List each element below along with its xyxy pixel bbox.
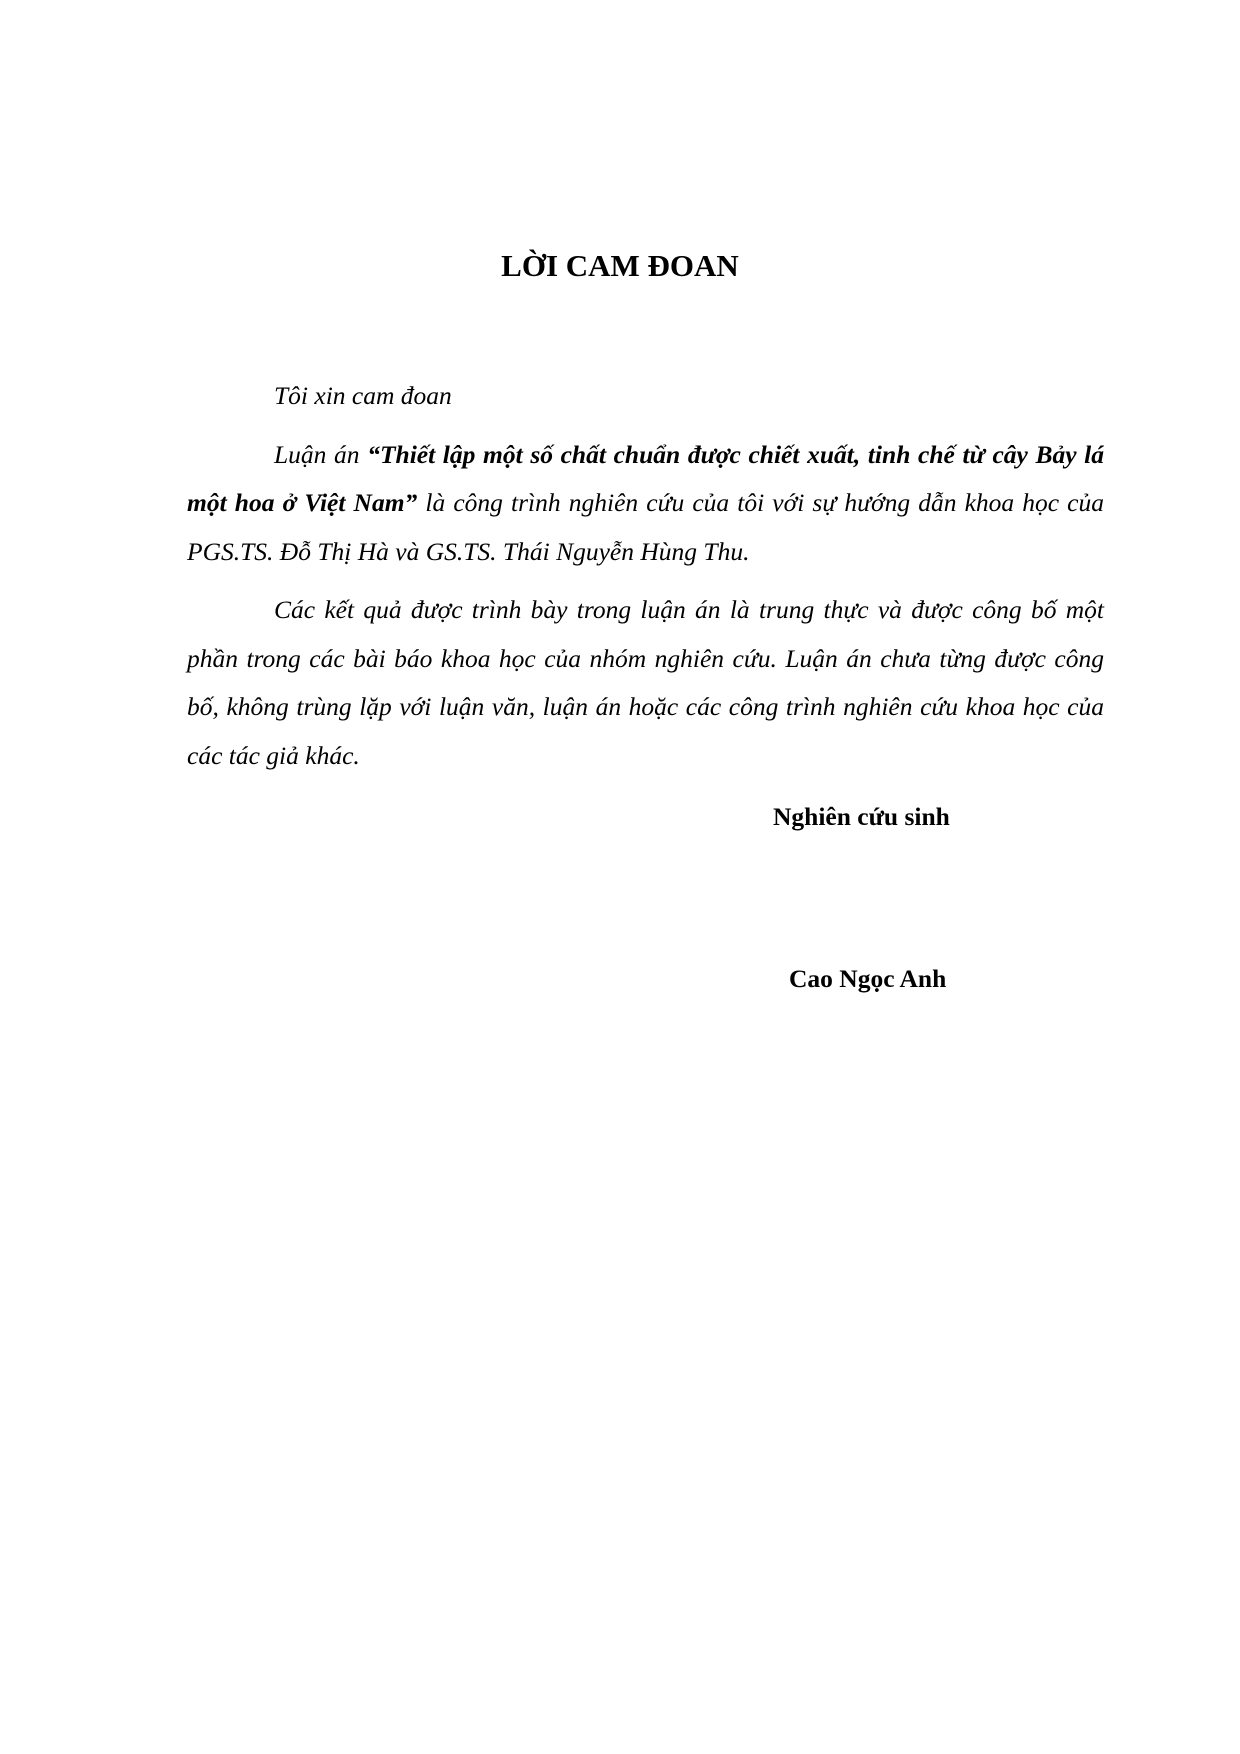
paragraph-suffix: là công trình nghiên cứu của tôi với sự hướng dẫn khoa học của PGS.TS. Đỗ Thị Hà và GS.TS. Thái Nguyễn Hùng Thu. xyxy=(187,488,1104,566)
opening-line: Tôi xin cam đoan xyxy=(274,381,452,410)
signature-role: Nghiên cứu sinh xyxy=(773,802,950,831)
thesis-title: “Thiết lập một số chất chuẩn được chiết xuất, tinh chế từ cây Bảy lá một hoa ở Việt Nam” xyxy=(187,439,1104,517)
page-title: LỜI CAM ĐOAN xyxy=(501,248,739,283)
declaration-body xyxy=(187,372,1104,790)
signature-name: Cao Ngọc Anh xyxy=(789,964,947,993)
paragraph-results: Các kết quả được trình bày trong luận án là trung thực và được công bố một phần trong các bài báo khoa học của nhóm nghiên cứu. Luận án chưa từng được công bố, không trùng lặp với luận văn, luận án hoặc các công trình nghiên cứu khoa học của các tác giả khác. xyxy=(187,595,1104,770)
paragraph-thesis-info xyxy=(187,431,1104,577)
paragraph-prefix: Luận án xyxy=(274,439,368,469)
